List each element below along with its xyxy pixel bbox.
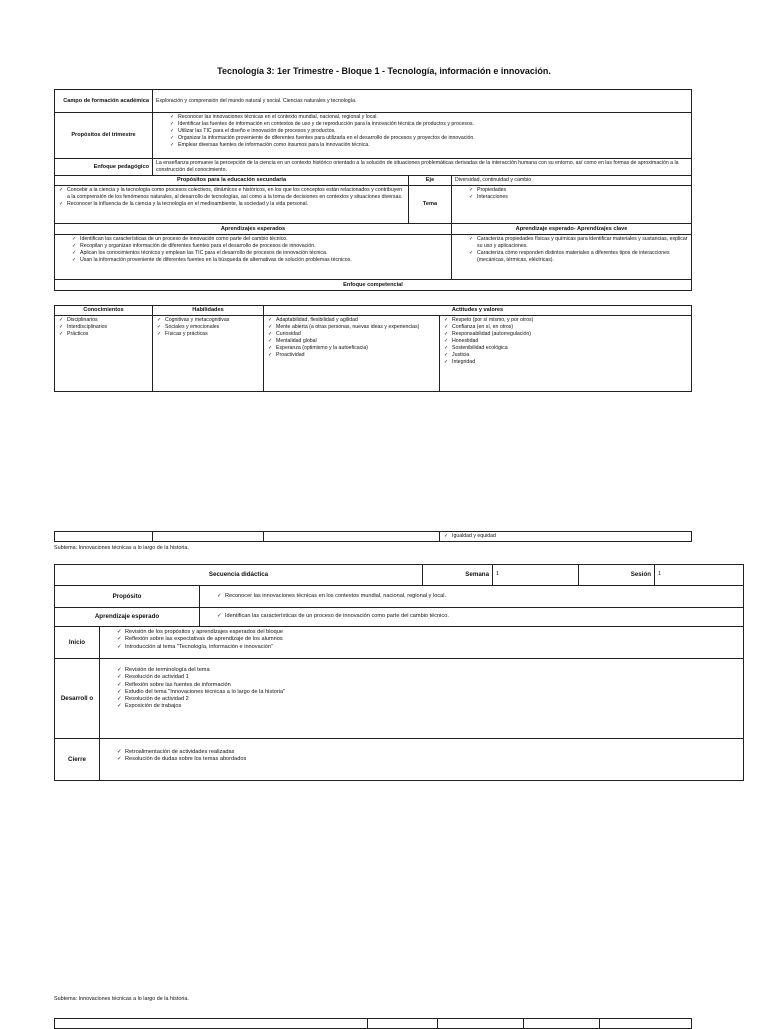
list-item: ✓ Interacciones xyxy=(455,194,688,201)
list-item: ✓ Integridad xyxy=(443,359,688,366)
list-item: ✓ Caracteriza cómo responden distintos materiales a diferentes tipos de interacciones (mecánicas, térmicas, eléctricas). xyxy=(455,250,688,264)
inicio-list xyxy=(103,629,740,651)
propositos-secundaria-label: Propósitos para la educación secundaria xyxy=(55,176,409,186)
competencias-table xyxy=(54,305,692,392)
list-item: ✓ Reconocer las innovaciones técnicas en los contextos mundial, nacional, regional y local. xyxy=(203,593,740,600)
campo-value: Exploración y comprensión del mundo natural y social. Ciencias naturales y tecnología. xyxy=(153,90,692,113)
list-item: ✓ Revisión de terminología del tema xyxy=(103,667,740,674)
list-item: ✓ Revisión de los propósitos y aprendizajes esperados del bloque xyxy=(103,629,740,636)
sesion-value: 1 xyxy=(655,565,744,586)
list-item: ✓ Resolución de actividad 2 xyxy=(103,696,740,703)
semana-label: Semana xyxy=(423,565,493,586)
desarrollo-list xyxy=(103,667,740,711)
list-item: ✓ Identificar las fuentes de información en contextos de uso y de reproducción para la innovación técnica de productos y procesos. xyxy=(156,121,688,128)
list-item: ✓ Caracteriza propiedades físicas y químicas para identificar materiales y sustancias, explicar su uso y aplicaciones. xyxy=(455,236,688,250)
list-item: ✓ Físicas y prácticas xyxy=(156,331,260,338)
list-item: ✓ Mente abierta (a otras personas, nuevas ideas y experiencias) xyxy=(267,324,436,331)
desarrollo-label: Desarroll o xyxy=(55,659,100,739)
list-item: ✓ Introducción al tema "Tecnología, información e innovación" xyxy=(103,644,740,651)
list-item: ✓ Sostenibilidad ecológica xyxy=(443,345,688,352)
subtema-2: Subtema: Innovaciones técnicas a lo largo de la historia. xyxy=(54,996,189,1002)
aprendizajes-clave-list xyxy=(455,236,688,264)
aprendizaje-list xyxy=(203,613,740,620)
habilidades-list xyxy=(156,317,260,338)
list-item: ✓ Proactividad xyxy=(267,352,436,359)
list-item: ✓ Interdisciplinarios xyxy=(58,324,149,331)
list-item: ✓ Reconocer las innovaciones técnicas en el contexto mundial, nacional, regional y local. xyxy=(156,114,688,121)
list-item: ✓ Esperanza (optimismo y la autoeficacia) xyxy=(267,345,436,352)
campo-label: Campo de formación académica xyxy=(55,90,153,113)
list-item: ✓ Identifican las características de un proceso de innovación como parte del cambio técnico. xyxy=(58,236,448,243)
proposito-label: Propósito xyxy=(55,586,200,608)
list-item: ✓ Reconocer la influencia de la ciencia y la tecnología en el medioambiente, la sociedad y la vida personal. xyxy=(58,201,405,208)
list-item: ✓ Mentalidad global xyxy=(267,338,436,345)
cierre-label: Cierre xyxy=(55,739,100,781)
actitudes-label: Actitudes y valores xyxy=(264,306,692,316)
actitudes-list-b xyxy=(443,317,688,366)
conocimientos-list xyxy=(58,317,149,338)
list-item: ✓ Sociales y emocionales xyxy=(156,324,260,331)
enfoque-pedagogico-label: Enfoque pedagógico xyxy=(55,159,153,176)
enfoque-pedagogico-value: La enseñanza promueve la percepción de la ciencia en un contexto histórico orientado a la solución de situaciones problemáticas derivadas de la interacción humana con su entorno, así como en las formas de aproximación a la construcción del conocimiento. xyxy=(153,159,692,176)
list-item: ✓ Identifican las características de un proceso de innovación como parte del cambio técnico. xyxy=(203,613,740,620)
competencias-continuation xyxy=(54,531,692,542)
tema-label: Tema xyxy=(409,186,452,224)
list-item: ✓ Adaptabilidad, flexibilidad y agilidad xyxy=(267,317,436,324)
list-item: ✓ Respeto (por sí mismo, y por otros) xyxy=(443,317,688,324)
secuencia-label: Secuencia didáctica xyxy=(55,565,423,586)
list-item: ✓ Exposición de trabajos xyxy=(103,703,740,710)
list-item: ✓ Propiedades xyxy=(455,187,688,194)
list-item: ✓ Estudio del tema "Innovaciones técnicas a lo largo de la historia" xyxy=(103,689,740,696)
eje-label: Eje xyxy=(409,176,452,186)
list-item: ✓ Prácticos xyxy=(58,331,149,338)
list-item: ✓ Confianza (en sí, en otros) xyxy=(443,324,688,331)
list-item: ✓ Resolución de dudas sobre los temas abordados xyxy=(103,756,740,763)
list-item: ✓ Justicia xyxy=(443,352,688,359)
list-item: ✓ Recopilan y organizan información de diferentes fuentes para el desarrollo de procesos de innovación. xyxy=(58,243,448,250)
aprendizajes-esperados-label: Aprendizajes esperados xyxy=(55,224,452,235)
subtema: Subtema: Innovaciones técnicas a lo largo de la historia. xyxy=(54,545,189,551)
list-item: ✓ Concebir a la ciencia y la tecnología como procesos colectivos, dinámicos e históricos, en los que los conceptos están relacionados y contribuyen a la comprensión de los fenómenos naturales, al desarrollo de tecnologías, así como a la toma de decisiones en contextos y situaciones diversas. xyxy=(58,187,405,201)
actitudes-list-a xyxy=(267,317,436,359)
sesion-label: Sesión xyxy=(579,565,655,586)
page-title: Tecnología 3: 1er Trimestre - Bloque 1 - Tecnología, información e innovación. xyxy=(217,66,551,76)
habilidades-label: Habilidades xyxy=(153,306,264,316)
aprendizajes-clave-label: Aprendizaje esperado- Aprendizajes clave xyxy=(452,224,692,235)
list-item: ✓ Reflexión sobre las fuentes de información xyxy=(103,682,740,689)
eje-value: Diversidad, continuidad y cambio xyxy=(452,176,692,186)
inicio-label: Inicio xyxy=(55,627,100,659)
list-item: ✓ Curiosidad xyxy=(267,331,436,338)
secuencia-table xyxy=(54,564,744,781)
semana-value: 1 xyxy=(493,565,579,586)
propositos-secundaria-list xyxy=(58,187,405,208)
conocimientos-label: Conocimientos xyxy=(55,306,153,316)
cierre-list xyxy=(103,749,740,764)
list-item: ✓ Emplear diversas fuentes de información como insumos para la innovación técnica. xyxy=(156,142,688,149)
planning-table xyxy=(54,89,692,291)
list-item: ✓ Resolución de actividad 1 xyxy=(103,674,740,681)
propositos-trimestre-list xyxy=(156,114,688,149)
list-item: ✓ Disciplinarios xyxy=(58,317,149,324)
list-item: ✓ Organizar la información proveniente de diferentes fuentes para utilizarla en el desarrollo de procesos y proyectos de innovación. xyxy=(156,135,688,142)
list-item: ✓ Honestidad xyxy=(443,338,688,345)
list-item: ✓ Cognitivas y metacognitivas xyxy=(156,317,260,324)
aprendizaje-label: Aprendizaje esperado xyxy=(55,608,200,627)
propositos-trimestre-label: Propósitos del trimestre xyxy=(55,113,153,159)
tema-list xyxy=(455,187,688,201)
list-item: ✓ Responsabilidad (autorregulación) xyxy=(443,331,688,338)
list-item: ✓ Reflexión sobre las expectativas de aprendizaje de los alumnos xyxy=(103,636,740,643)
enfoque-competencial-label: Enfoque competencial xyxy=(55,280,692,291)
list-item: ✓ Igualdad y equidad xyxy=(443,533,688,540)
list-item: ✓ Retroalimentación de actividades realizadas xyxy=(103,749,740,756)
list-item: ✓ Utilizar las TIC para el diseño e innovación de procesos y productos. xyxy=(156,128,688,135)
aprendizajes-esperados-list xyxy=(58,236,448,264)
actitudes-continuation xyxy=(443,533,688,540)
proposito-list xyxy=(203,593,740,600)
list-item: ✓ Usan la información proveniente de diferentes fuentes en la búsqueda de alternativas de solución problemas técnicos. xyxy=(58,257,448,264)
list-item: ✓ Aplican los conocimientos técnicos y emplean las TIC para el desarrollo de procesos de innovación técnica. xyxy=(58,250,448,257)
